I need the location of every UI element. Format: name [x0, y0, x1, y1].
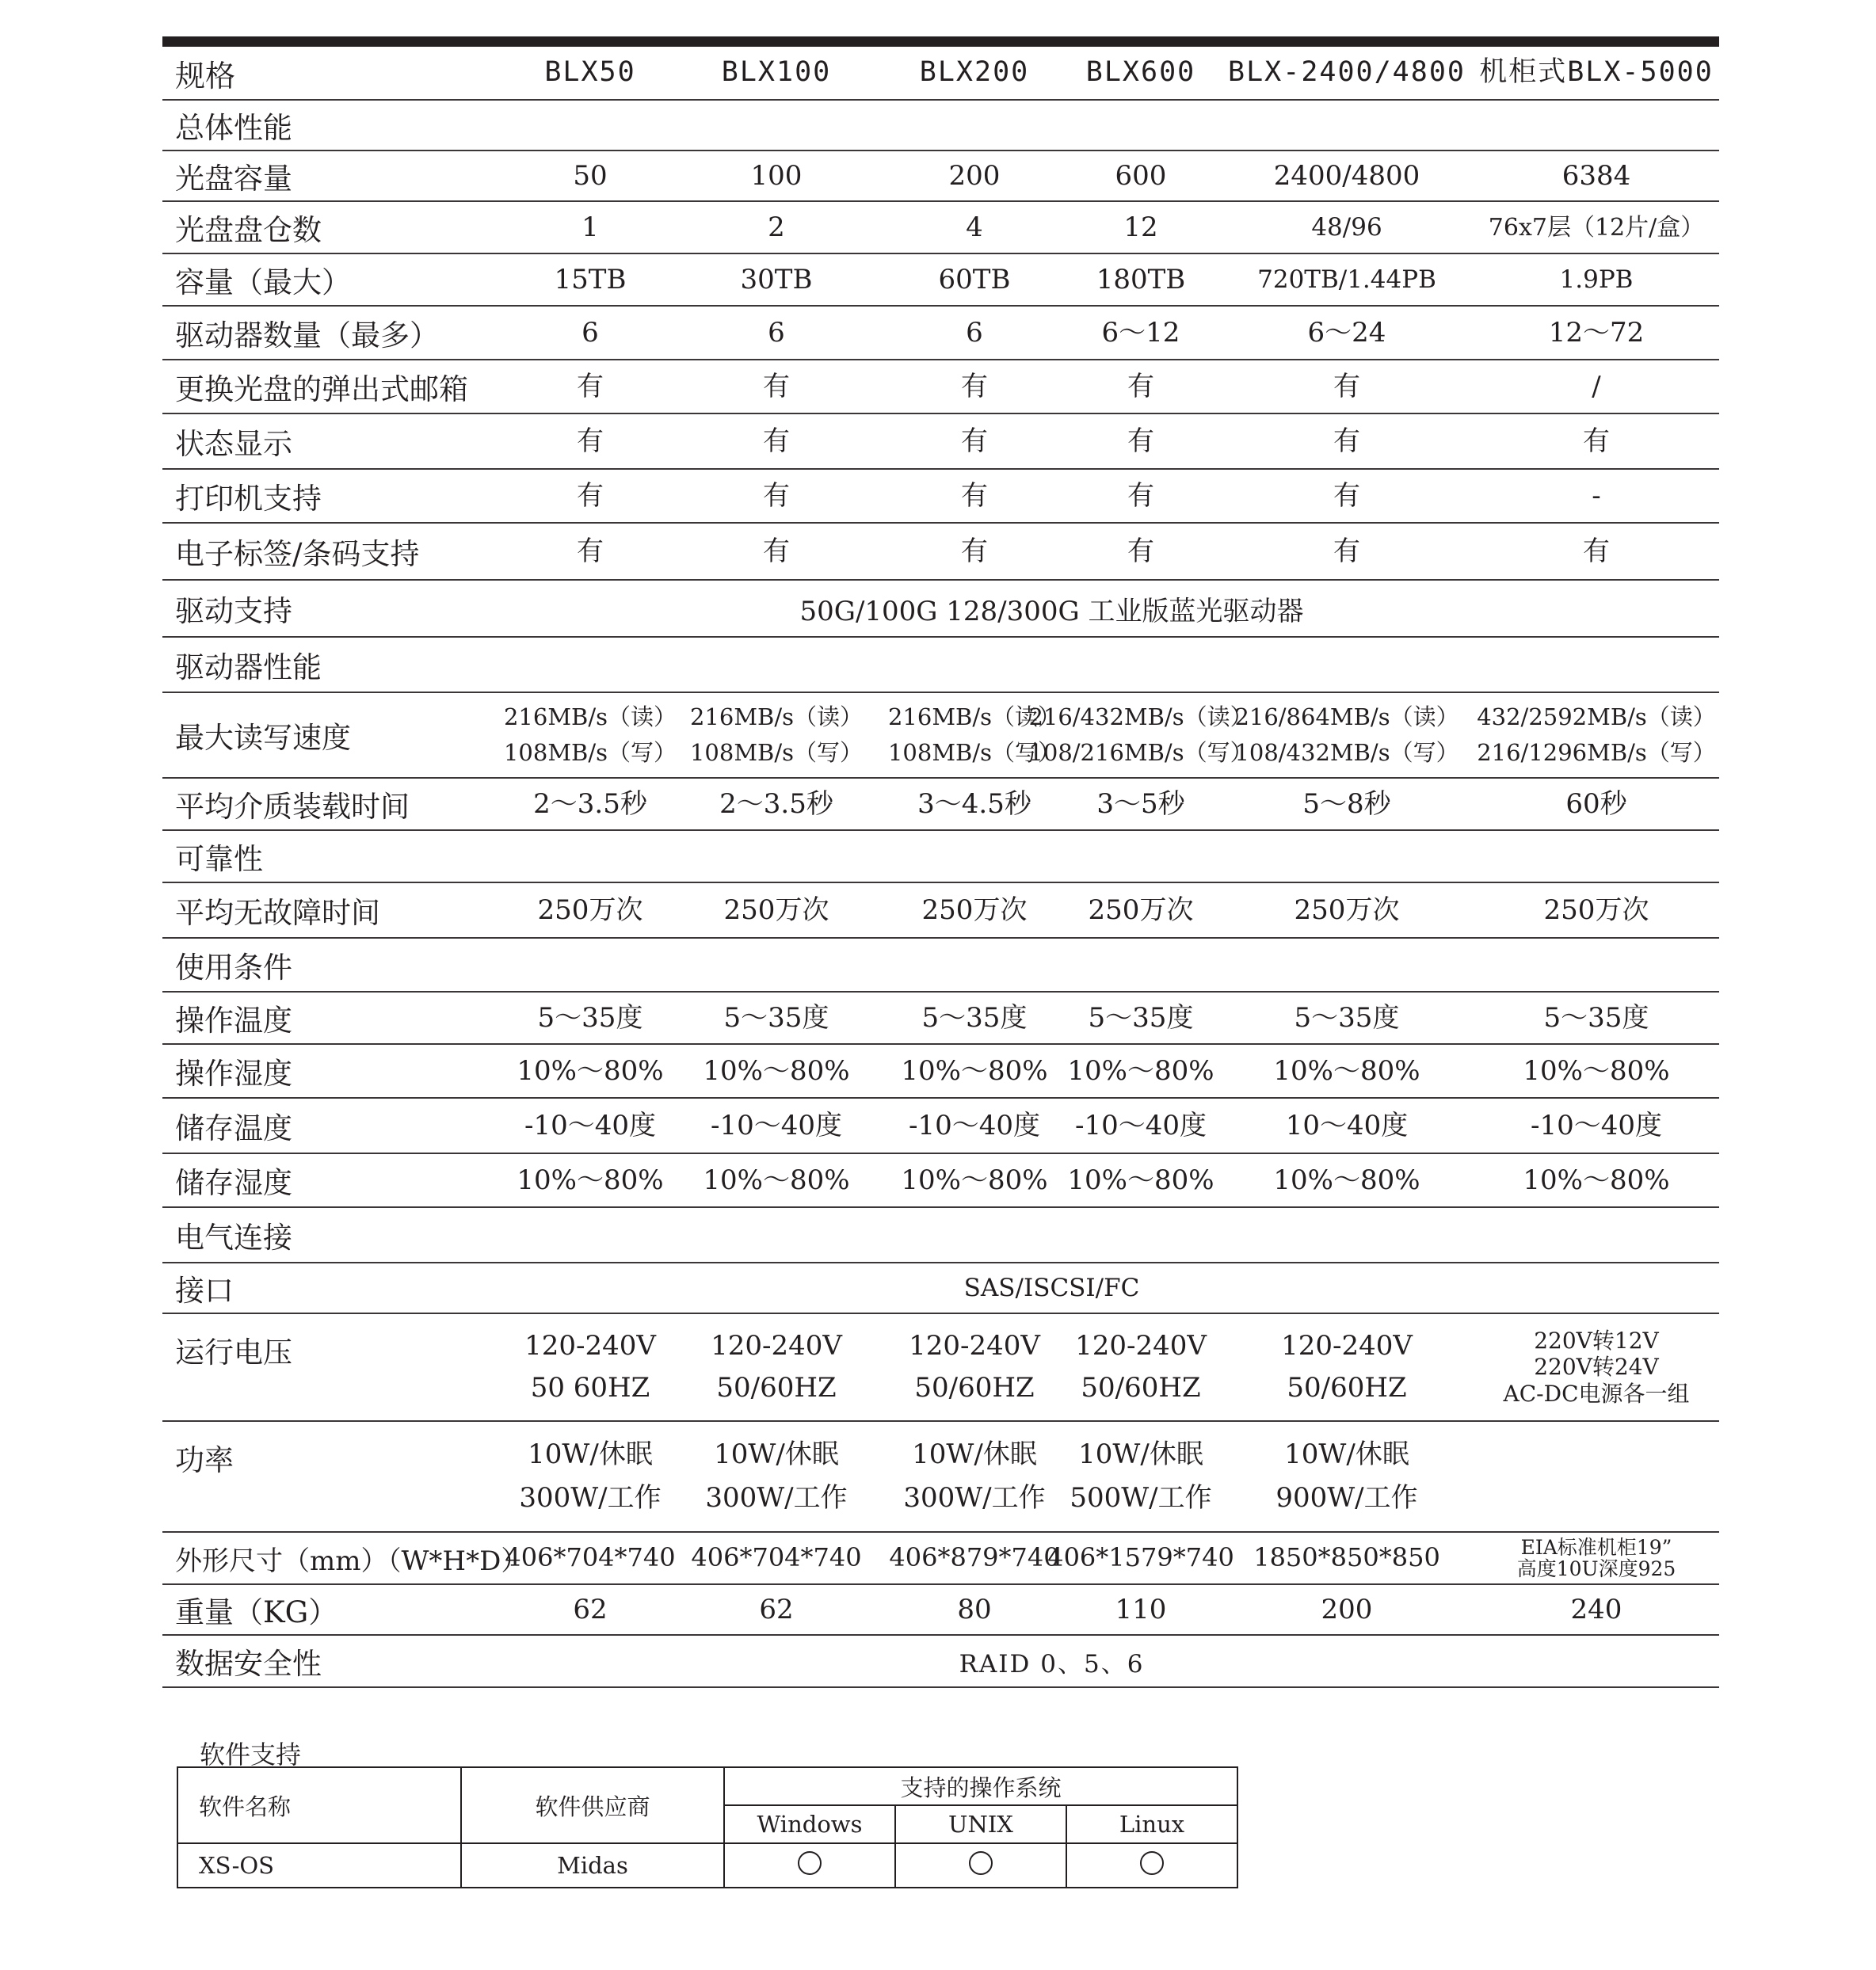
cell: 15TB: [554, 263, 627, 295]
cell: 有: [1333, 370, 1360, 402]
section-label: 可靠性: [175, 842, 263, 876]
row-label: 电子标签/条码支持: [175, 537, 420, 571]
cell: 12: [1123, 211, 1158, 243]
voltage-frequency: 50/60HZ: [716, 1372, 837, 1404]
power-sleep: 10W/休眠: [528, 1438, 653, 1471]
cell: 2～3.5秒: [719, 787, 833, 820]
cell: 1.9PB: [1559, 265, 1634, 294]
cell: 10%～80%: [1523, 1164, 1670, 1196]
cell: 有: [763, 479, 790, 512]
cell: 4: [966, 211, 983, 243]
cell: 180TB: [1096, 263, 1186, 295]
row-label: 驱动支持: [175, 594, 292, 628]
row-load-time: [162, 779, 1719, 831]
row-disc-capacity: [162, 151, 1719, 202]
cell: 5～35度: [921, 1001, 1028, 1034]
cell: 10%～80%: [901, 1164, 1048, 1196]
voltage-cell-cabinet: [1503, 1314, 1690, 1420]
cell: 有: [577, 479, 604, 512]
cell: 5～35度: [1543, 1001, 1649, 1034]
power-cell: [499, 1422, 681, 1531]
row-mailbox: [162, 360, 1719, 414]
cell: 有: [961, 479, 988, 512]
cell: 有: [1127, 370, 1154, 402]
cell: 有: [961, 425, 988, 457]
row-storage-humidity: [162, 1154, 1719, 1208]
power-work: 900W/工作: [1275, 1482, 1418, 1515]
cell: 10%～80%: [1273, 1164, 1420, 1196]
cell: 406*879*740: [889, 1542, 1060, 1573]
cell: 3～4.5秒: [917, 787, 1031, 820]
model-blx200: BLX200: [919, 56, 1030, 89]
row-label: 接口: [175, 1274, 234, 1308]
cell: 有: [763, 425, 790, 457]
section-label: 电气连接: [175, 1221, 292, 1255]
row-label: 重量（KG）: [175, 1595, 338, 1629]
speed-cell: [1477, 693, 1716, 777]
voltage-frequency: 50 60HZ: [530, 1372, 650, 1404]
write-speed: 108MB/s（写）: [689, 739, 863, 766]
row-label: 储存温度: [175, 1111, 292, 1145]
software-vendor-header: 软件供应商: [461, 1767, 724, 1843]
model-blx5000: 机柜式BLX-5000: [1479, 56, 1714, 89]
cell: 6～12: [1101, 316, 1180, 349]
voltage-range: 120-240V: [711, 1330, 842, 1362]
cell: 60秒: [1565, 787, 1627, 820]
power-cell: [1505, 1422, 1687, 1531]
cell: 5～35度: [723, 1001, 829, 1034]
cell: 3～5秒: [1096, 787, 1185, 820]
read-speed: 216/432MB/s（读）: [1028, 703, 1253, 731]
model-blx600: BLX600: [1085, 56, 1196, 89]
power-cell: [1256, 1422, 1438, 1531]
header-label: 规格: [175, 58, 236, 93]
read-speed: 216MB/s（读）: [887, 703, 1061, 731]
voltage-range: 120-240V: [1075, 1330, 1207, 1362]
cell: 有: [577, 425, 604, 457]
software-support-title: 软件支持: [200, 1739, 302, 1770]
row-status-display: [162, 414, 1719, 470]
cell: 有: [1127, 535, 1154, 567]
cell: /: [1592, 370, 1601, 402]
cell: 10%～80%: [1273, 1054, 1420, 1087]
cell: 有: [1127, 479, 1154, 512]
voltage-frequency: 50/60HZ: [914, 1372, 1035, 1404]
row-op-temp: [162, 993, 1719, 1045]
speed-cell: [1234, 693, 1459, 777]
cell: 10%～80%: [1523, 1054, 1670, 1087]
speed-cell: [685, 693, 867, 777]
cell: 250万次: [1543, 894, 1649, 926]
software-vendor: Midas: [461, 1843, 724, 1888]
row-weight: [162, 1585, 1719, 1636]
row-data-security: [162, 1636, 1719, 1688]
row-label: 储存湿度: [175, 1166, 292, 1200]
cell: 1850*850*850: [1253, 1542, 1440, 1573]
cell: -10～40度: [1074, 1109, 1207, 1141]
voltage-line: AC-DC电源各一组: [1503, 1380, 1690, 1407]
cell: 250万次: [1294, 894, 1400, 926]
speed-cell: [1028, 693, 1253, 777]
row-label: 平均无故障时间: [175, 896, 380, 930]
cell: -10～40度: [710, 1109, 842, 1141]
cell: 有: [577, 535, 604, 567]
cell: 250万次: [921, 894, 1028, 926]
cell: 200: [1321, 1593, 1373, 1625]
software-table: [177, 1766, 1238, 1888]
section-conditions: [162, 939, 1719, 993]
voltage-cell: [499, 1314, 681, 1420]
cell: 406*704*740: [691, 1542, 862, 1573]
row-label: 运行电压: [175, 1336, 292, 1370]
row-op-humidity: [162, 1045, 1719, 1099]
supported-os-header: 支持的操作系统: [724, 1767, 1237, 1805]
cell: 6: [581, 316, 599, 349]
section-drive-performance: [162, 638, 1719, 693]
write-speed: 108MB/s（写）: [887, 739, 1061, 766]
cell: 2～3.5秒: [533, 787, 647, 820]
cell: -10～40度: [1530, 1109, 1662, 1141]
cell: 30TB: [740, 263, 813, 295]
interface-value: SAS/ISCSI/FC: [963, 1274, 1140, 1302]
cell: 有: [577, 370, 604, 402]
cell: 10%～80%: [901, 1054, 1048, 1087]
cell: 406*704*740: [505, 1542, 676, 1573]
cell: 50: [573, 159, 608, 192]
power-sleep: 10W/休眠: [1284, 1438, 1409, 1471]
cell: 10%～80%: [703, 1054, 850, 1087]
model-blx50: BLX50: [544, 56, 636, 89]
section-label: 使用条件: [175, 951, 292, 985]
row-magazines: [162, 202, 1719, 254]
data-security-value: RAID 0、5、6: [959, 1649, 1145, 1679]
software-name-header: 软件名称: [177, 1767, 461, 1843]
voltage-range: 120-240V: [1281, 1330, 1413, 1362]
cell: 250万次: [1088, 894, 1194, 926]
linux-support-cell: [1066, 1843, 1237, 1888]
read-speed: 216MB/s（读）: [503, 703, 677, 731]
row-label: 平均介质装载时间: [175, 790, 410, 824]
cell: 有: [1333, 535, 1360, 567]
cell: 有: [1583, 425, 1610, 457]
voltage-cell: [685, 1314, 867, 1420]
write-speed: 108/432MB/s（写）: [1234, 739, 1459, 766]
drive-support-value: 50G/100G 128/300G 工业版蓝光驱动器: [799, 595, 1304, 627]
unix-support-cell: [895, 1843, 1066, 1888]
row-label: 操作湿度: [175, 1057, 292, 1091]
section-label: 驱动器性能: [175, 650, 322, 684]
voltage-cell: [1256, 1314, 1438, 1420]
section-electrical: [162, 1208, 1719, 1263]
row-label: 打印机支持: [175, 482, 322, 516]
cell: 12～72: [1548, 316, 1645, 349]
section-overall: [162, 101, 1719, 151]
row-label: 容量（最大）: [175, 265, 351, 299]
cell: 10%～80%: [1067, 1164, 1214, 1196]
cell: 1: [581, 211, 599, 243]
cell: 406*1579*740: [1047, 1542, 1234, 1573]
row-max-rw-speed: [162, 693, 1719, 779]
cell: -10～40度: [908, 1109, 1040, 1141]
cell: 5～8秒: [1302, 787, 1391, 820]
supported-circle-icon: [1140, 1851, 1164, 1875]
cell: 200: [948, 159, 1001, 192]
cell: 有: [763, 370, 790, 402]
supported-circle-icon: [969, 1851, 993, 1875]
cell: 有: [1583, 535, 1610, 567]
header-row: [162, 47, 1719, 101]
power-work: 500W/工作: [1070, 1482, 1212, 1515]
voltage-line: 220V转24V: [1534, 1354, 1659, 1381]
row-mtbf: [162, 883, 1719, 939]
voltage-frequency: 50/60HZ: [1081, 1372, 1201, 1404]
voltage-cell: [883, 1314, 1066, 1420]
cell: 2400/4800: [1273, 159, 1420, 192]
cell: 250万次: [537, 894, 643, 926]
row-label: 光盘盘仓数: [175, 213, 322, 247]
cell: 60TB: [938, 263, 1011, 295]
cell: 10～40度: [1285, 1109, 1409, 1141]
os-linux-header: Linux: [1066, 1805, 1237, 1843]
cell: 6: [966, 316, 983, 349]
voltage-range: 120-240V: [524, 1330, 656, 1362]
power-sleep: 10W/休眠: [1078, 1438, 1203, 1471]
write-speed: 108/216MB/s（写）: [1028, 739, 1253, 766]
row-drive-support: [162, 581, 1719, 638]
dimension-line: EIA标准机柜19”: [1520, 1535, 1672, 1559]
cell: 720TB/1.44PB: [1257, 265, 1436, 294]
cell: 10%～80%: [1067, 1054, 1214, 1087]
cell: -10～40度: [524, 1109, 656, 1141]
speed-cell: [499, 693, 681, 777]
cell: 62: [573, 1593, 608, 1625]
read-speed: 216/864MB/s（读）: [1234, 703, 1459, 731]
power-cell: [883, 1422, 1066, 1531]
cell: 5～35度: [1294, 1001, 1400, 1034]
row-interface: [162, 1263, 1719, 1314]
cell: 有: [1333, 479, 1360, 512]
software-name: XS-OS: [177, 1843, 461, 1888]
power-cell: [685, 1422, 867, 1531]
cell: 有: [961, 370, 988, 402]
cell: 有: [961, 535, 988, 567]
windows-support-cell: [724, 1843, 895, 1888]
cell: 62: [759, 1593, 794, 1625]
model-blx100: BLX100: [721, 56, 832, 89]
os-unix-header: UNIX: [895, 1805, 1066, 1843]
row-voltage: [162, 1314, 1719, 1422]
row-label: 操作温度: [175, 1004, 292, 1038]
model-blx2400: BLX-2400/4800: [1228, 56, 1466, 89]
cell: 600: [1115, 159, 1167, 192]
spec-table: [162, 36, 1719, 1688]
power-work: 300W/工作: [519, 1482, 662, 1515]
dimension-line: 高度10U深度925: [1516, 1557, 1676, 1580]
cell: 5～35度: [1088, 1001, 1194, 1034]
cell: 110: [1115, 1593, 1167, 1625]
cell: 10%～80%: [517, 1054, 664, 1087]
cell: 76x7层（12片/盒）: [1488, 213, 1705, 242]
read-speed: 216MB/s（读）: [689, 703, 863, 731]
row-printer: [162, 470, 1719, 524]
row-label: 外形尺寸（mm）（W*H*D）: [175, 1545, 528, 1577]
power-sleep: 10W/休眠: [714, 1438, 839, 1471]
cell: 10%～80%: [703, 1164, 850, 1196]
cell: 250万次: [723, 894, 829, 926]
row-power: [162, 1422, 1719, 1533]
row-storage-temp: [162, 1099, 1719, 1154]
supported-circle-icon: [798, 1851, 822, 1875]
power-work: 300W/工作: [705, 1482, 848, 1515]
row-label: 最大读写速度: [175, 721, 351, 755]
row-dimensions: [162, 1533, 1719, 1585]
cell: 48/96: [1311, 212, 1382, 242]
cell: 2: [768, 211, 785, 243]
voltage-line: 220V转12V: [1534, 1327, 1659, 1354]
row-label: 驱动器数量（最多）: [175, 318, 439, 352]
section-reliability: [162, 831, 1719, 883]
read-speed: 432/2592MB/s（读）: [1477, 703, 1716, 731]
cell: 240: [1570, 1593, 1622, 1625]
cell: 6～24: [1307, 316, 1386, 349]
cell: -: [1592, 479, 1601, 512]
cabinet-dimension-cell: [1505, 1533, 1687, 1583]
row-label: 功率: [175, 1443, 234, 1477]
row-label: 更换光盘的弹出式邮箱: [175, 372, 468, 406]
row-label: 状态显示: [175, 427, 292, 461]
voltage-frequency: 50/60HZ: [1287, 1372, 1407, 1404]
row-drives-max: [162, 307, 1719, 360]
write-speed: 108MB/s（写）: [503, 739, 677, 766]
cell: 10%～80%: [517, 1164, 664, 1196]
cell: 6384: [1561, 159, 1631, 192]
cell: 有: [1333, 425, 1360, 457]
write-speed: 216/1296MB/s（写）: [1477, 739, 1716, 766]
cell: 100: [750, 159, 803, 192]
section-label: 总体性能: [175, 111, 292, 145]
cell: 80: [957, 1593, 992, 1625]
voltage-range: 120-240V: [909, 1330, 1040, 1362]
table-top-rule: [162, 36, 1719, 47]
cell: 5～35度: [537, 1001, 643, 1034]
cell: 有: [763, 535, 790, 567]
os-windows-header: Windows: [724, 1805, 895, 1843]
row-rfid-barcode: [162, 524, 1719, 581]
cell: 6: [768, 316, 785, 349]
power-work: 300W/工作: [903, 1482, 1046, 1515]
row-label: 光盘容量: [175, 162, 292, 196]
row-label: 数据安全性: [175, 1647, 322, 1681]
row-capacity-max: [162, 254, 1719, 307]
power-sleep: 10W/休眠: [912, 1438, 1037, 1471]
cell: 有: [1127, 425, 1154, 457]
power-cell: [1050, 1422, 1232, 1531]
voltage-cell: [1050, 1314, 1232, 1420]
